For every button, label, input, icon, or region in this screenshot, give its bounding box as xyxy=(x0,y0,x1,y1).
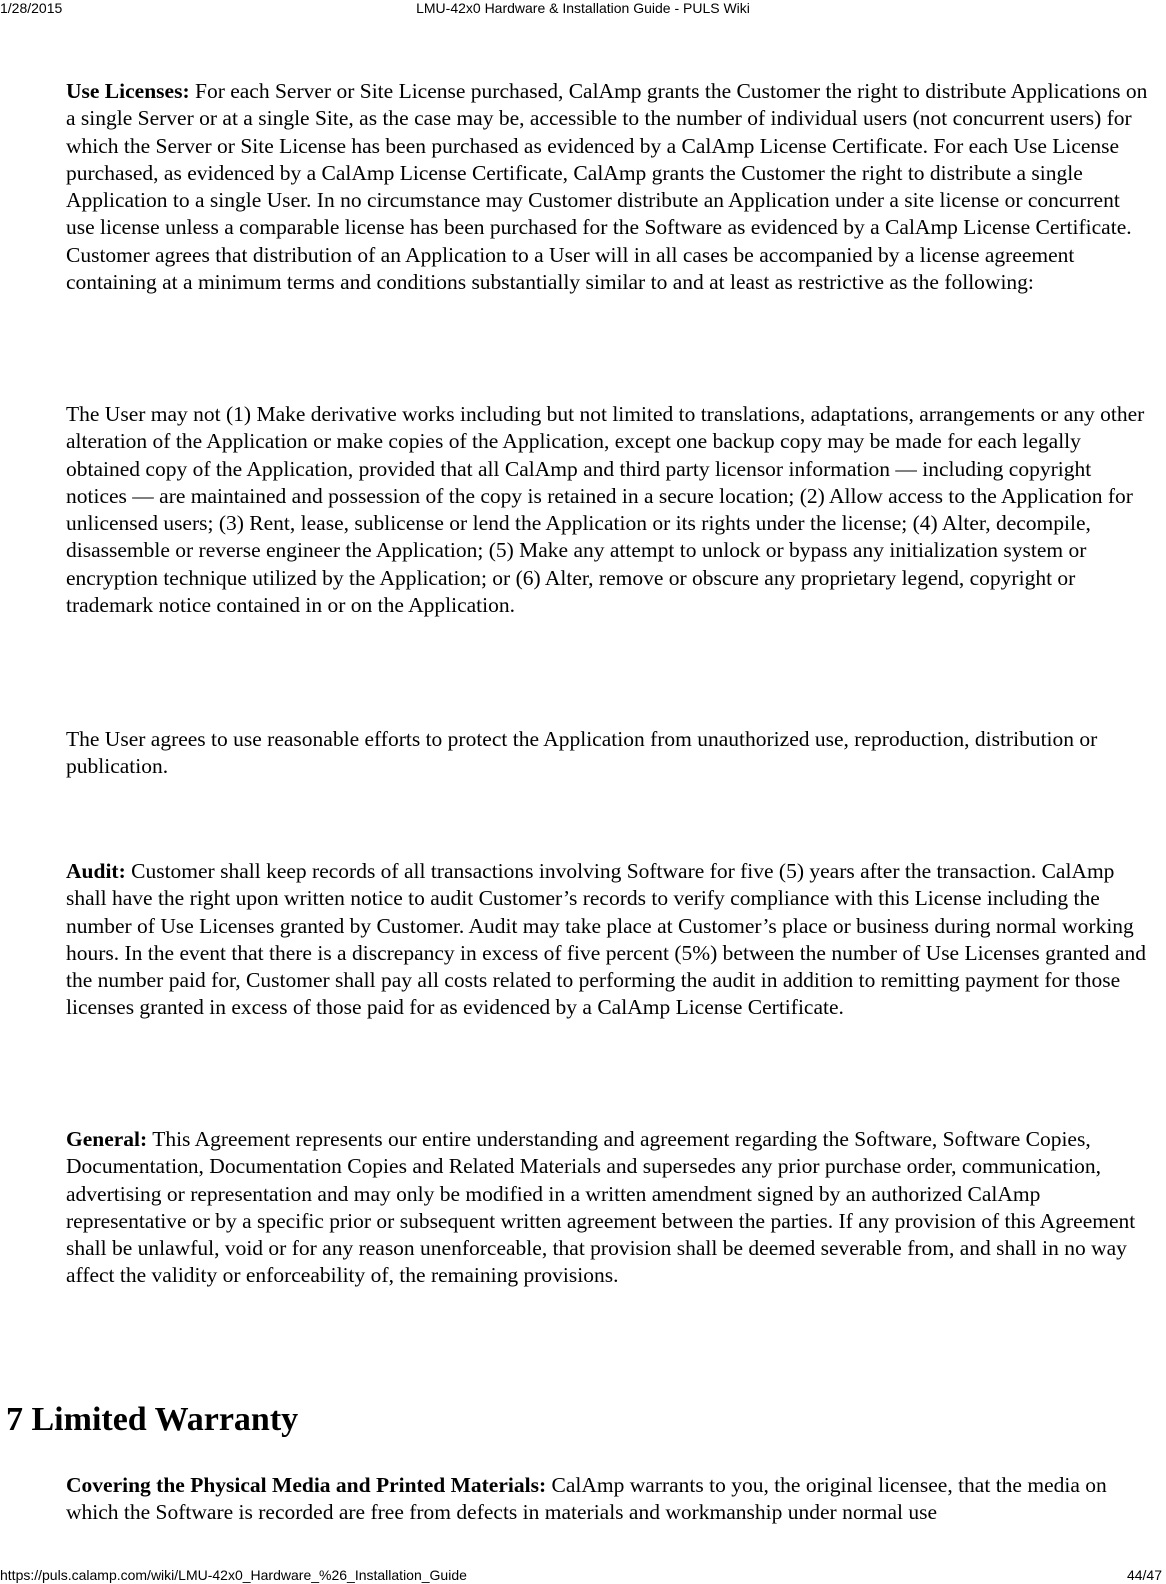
general-lead: General: xyxy=(66,1127,148,1151)
user-restrictions-paragraph: The User may not (1) Make derivative works including but not limited to translations, adaptations, arrangements or any other alteration of the Application or make copies of the Application, except one backup copy may be made for each legally obtained copy of the Application, provided that all CalAmp and third party licensor information — including copyright notices — are maintained and possession of the copy is retained in a secure location; (2) Allow access to the Application for unlicensed users; (3) Rent, lease, sublicense or lend the Application or its rights under the license; (4) Alter, decompile, disassemble or reverse engineer the Application; (5) Make any attempt to unlock or bypass any initialization system or encryption technique utilized by the Application; or (6) Alter, remove or obscure any proprietary legend, copyright or trademark notice contained in or on the Application. xyxy=(66,402,1145,618)
covering-media-paragraph xyxy=(66,1472,1150,1527)
print-footer xyxy=(0,1567,1166,1584)
print-page-number: 44/47 xyxy=(1126,1567,1162,1583)
general-text: This Agreement represents our entire understanding and agreement regarding the Software, Software Copies, Documentation, Documentation Copies and Related Materials and supersedes any prior purchase order, communication, advertising or representation and may only be modified in a written amendment signed by an authorized CalAmp representative or by a specific prior or subsequent written agreement between the parties. If any provision of this Agreement shall be unlawful, void or for any reason unenforceable, that provision shall be deemed severable from, and shall in no way affect the validity or enforceability of, the remaining provisions. xyxy=(66,1127,1136,1288)
use-licenses-text: For each Server or Site License purchased, CalAmp grants the Customer the right to distribute Applications on a single Server or at a single Site, as the case may be, accessible to the number of individual users (not concurrent users) for which the Server or Site License has been purchased as evidenced by a CalAmp License Certificate. For each Use License purchased, as evidenced by a CalAmp License Certificate, CalAmp grants the Customer the right to distribute a single Application to a single User. In no circumstance may Customer distribute an Application under a site license or concurrent use license unless a comparable license has been purchased for the Software as evidenced by a CalAmp License Certificate. Customer agrees that distribution of an Application to a User will in all cases be accompanied by a license agreement containing at a minimum terms and conditions substantially similar to and at least as restrictive as the following: xyxy=(66,79,1148,295)
audit-lead: Audit: xyxy=(66,859,126,883)
audit-text: Customer shall keep records of all transactions involving Software for five (5) years after the transaction. CalAmp shall have the right upon written notice to audit Customer’s records to verify compliance with this License including the number of Use Licenses granted by Customer. Audit may take place at Customer’s place or business during normal working hours. In the event that there is a discrepancy in excess of five percent (5%) between the number of Use Licenses granted and the number paid for, Customer shall pay all costs related to performing the audit in addition to remitting payment for those licenses granted in excess of those paid for as evidenced by a CalAmp License Certificate. xyxy=(66,859,1146,1020)
use-licenses-lead: Use Licenses: xyxy=(66,79,190,103)
user-agrees-paragraph: The User agrees to use reasonable efforts to protect the Application from unauthorized use, reproduction, distribution or publication. xyxy=(66,727,1098,779)
audit-paragraph xyxy=(66,858,1150,1022)
use-licenses-paragraph xyxy=(66,78,1150,296)
print-header xyxy=(0,0,1166,18)
general-paragraph xyxy=(66,1126,1150,1290)
print-page-title: LMU-42x0 Hardware & Installation Guide - PULS Wiki xyxy=(416,0,750,16)
print-date: 1/28/2015 xyxy=(0,0,63,16)
section-heading-limited-warranty: 7 Limited Warranty xyxy=(6,1401,299,1438)
covering-text: CalAmp warrants to you, the original licensee, that the media on which the Software is recorded are free from defects in materials and workmanship under normal use xyxy=(66,1473,1107,1525)
print-url: https://puls.calamp.com/wiki/LMU-42x0_Hardware_%26_Installation_Guide xyxy=(0,1567,467,1583)
covering-lead: Covering the Physical Media and Printed Materials: xyxy=(66,1473,547,1497)
